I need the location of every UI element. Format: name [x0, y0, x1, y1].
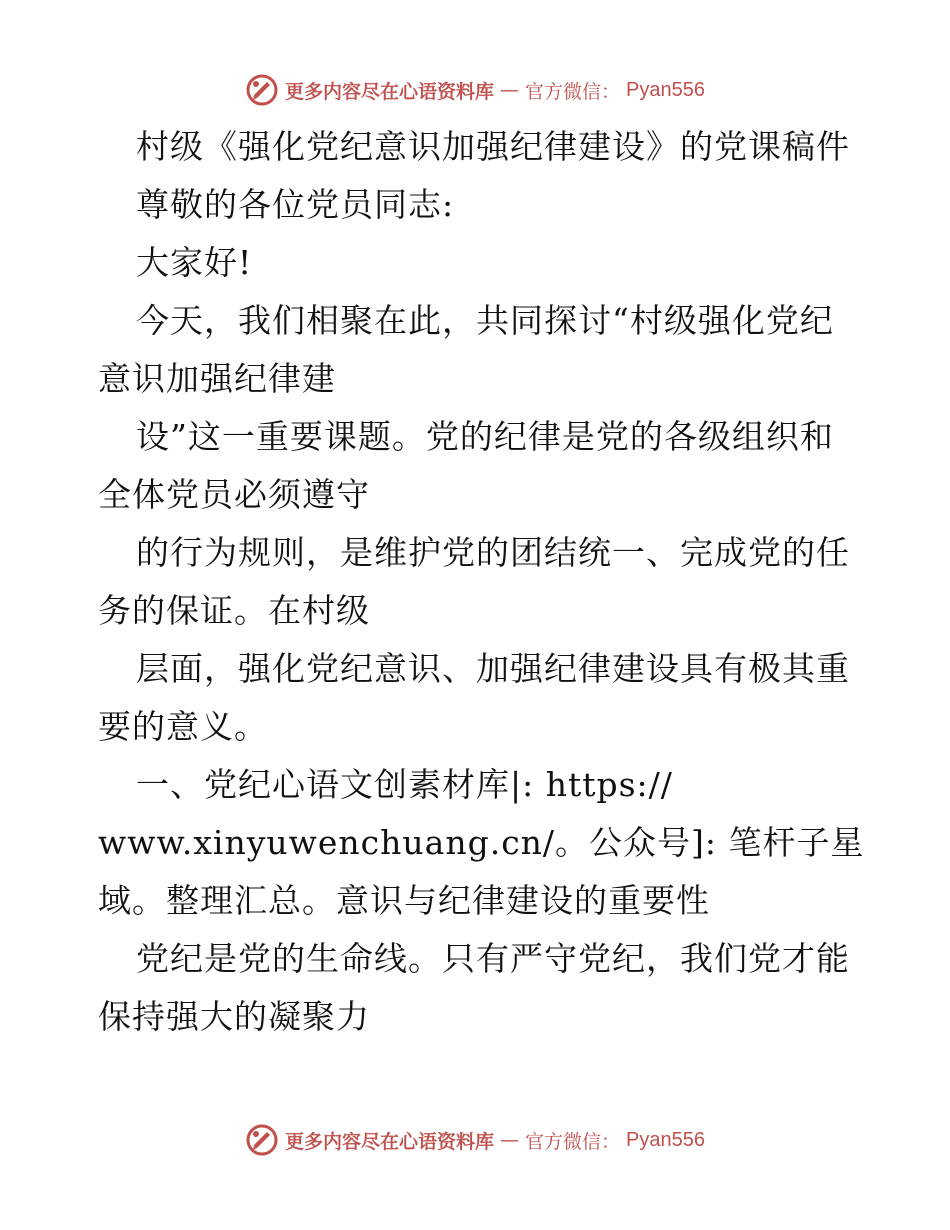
- banner-wechat-label: 官方微信：: [525, 1130, 621, 1153]
- doc-line-url: www.xinyuwenchuang.cn/。公众号]: 笔杆子星: [98, 823, 865, 862]
- brand-logo-icon: [245, 1123, 279, 1157]
- header-banner: [0, 70, 950, 110]
- document-body: [98, 118, 865, 1046]
- doc-line: 党纪是党的生命线。只有严守党纪，我们党才能: [136, 939, 850, 978]
- doc-line: 的行为规则，是维护党的团结统一、完成党的任: [136, 533, 850, 572]
- doc-line: 设”这一重要课题。党的纪律是党的各级组织和: [136, 417, 834, 456]
- doc-line-section-heading: 一、党纪心语文创素材库|: https://: [136, 765, 673, 804]
- doc-line: 要的意义。: [98, 707, 268, 746]
- banner-wechat-id: Pyan556: [626, 78, 705, 101]
- banner-wechat-label: 官方微信：: [525, 80, 621, 103]
- doc-line: 全体党员必须遵守: [98, 475, 370, 514]
- banner-wechat-id: Pyan556: [626, 1128, 705, 1151]
- doc-line: 务的保证。在村级: [98, 591, 370, 630]
- doc-line: 域。整理汇总。意识与纪律建设的重要性: [98, 881, 710, 920]
- banner-text: 更多内容尽在心语资料库: [285, 80, 495, 103]
- brand-logo-icon: [245, 73, 279, 107]
- doc-line: 意识加强纪律建: [98, 359, 336, 398]
- doc-line: 保持强大的凝聚力: [98, 997, 370, 1036]
- banner-separator: —: [500, 1129, 520, 1151]
- doc-title: 村级《强化党纪意识加强纪律建设》的党课稿件: [136, 127, 850, 166]
- banner-separator: —: [500, 79, 520, 101]
- doc-line-salutation: 尊敬的各位党员同志:: [136, 185, 455, 224]
- footer-banner: [0, 1120, 950, 1160]
- doc-line-greeting: 大家好!: [136, 243, 253, 282]
- doc-line: 层面，强化党纪意识、加强纪律建设具有极其重: [136, 649, 850, 688]
- doc-line: 今天，我们相聚在此，共同探讨“村级强化党纪: [136, 301, 834, 340]
- banner-text: 更多内容尽在心语资料库: [285, 1130, 495, 1153]
